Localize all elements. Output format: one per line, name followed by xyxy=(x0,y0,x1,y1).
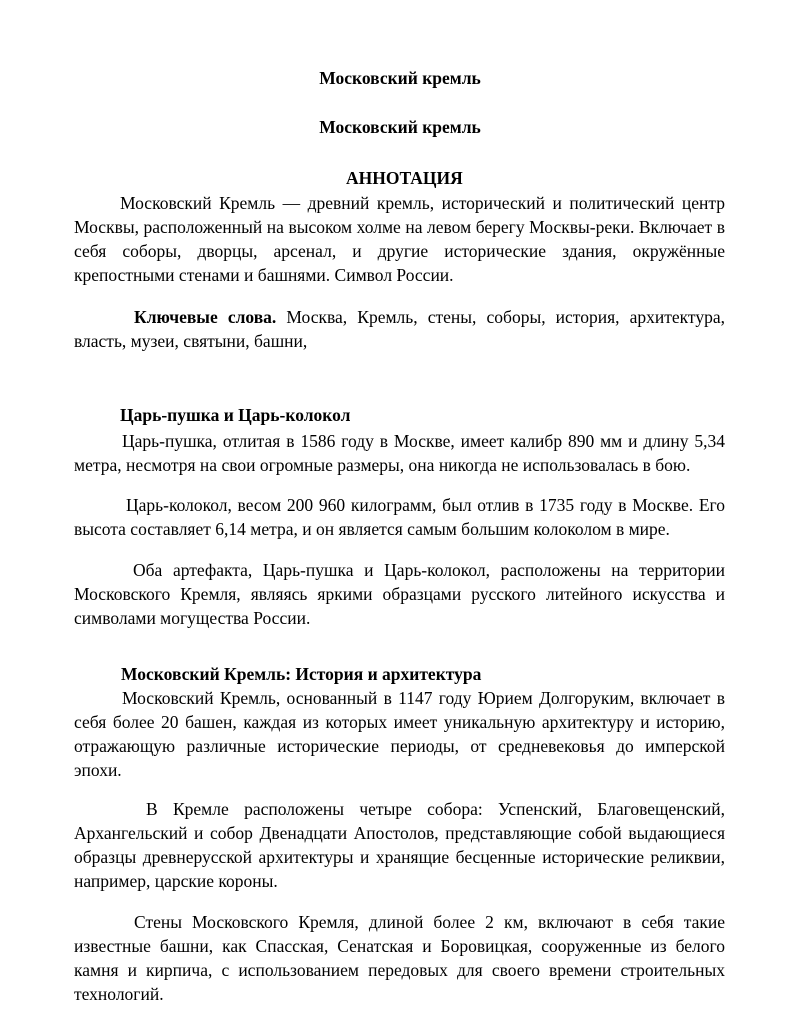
paragraph-kremlin-founding: Московский Кремль, основанный в 1147 году Юрием Долгоруким, включает в себя более 20 башен, каждая из которых имеет уникальную архитектуру и историю, отражающую различные исторические периоды, от средневековья до имперской эпохи. xyxy=(74,688,725,780)
annotation-heading: АННОТАЦИЯ xyxy=(346,168,463,188)
section-heading-tsar-cannon: Царь-пушка и Царь-колокол xyxy=(120,405,351,425)
paragraph-tsar-cannon: Царь-пушка, отлитая в 1586 году в Москве, имеет калибр 890 мм и длину 5,34 метра, несмотря на свои огромные размеры, она никогда не использовалась в бою. xyxy=(74,431,725,475)
annotation-paragraph: Московский Кремль — древний кремль, исторический и политический центр Москвы, расположенный на высоком холме на левом берегу Москвы-реки. Включает в себя соборы, дворцы, арсенал, и другие исторические здания, окружённые крепостными стенами и башнями. Символ России. xyxy=(74,193,725,285)
keywords-paragraph xyxy=(74,305,725,353)
section-heading-kremlin-history: Московский Кремль: История и архитектура xyxy=(121,664,482,684)
paragraph-walls: Стены Московского Кремля, длиной более 2 км, включают в себя такие известные башни, как Спасская, Сенатская и Боровицкая, сооруженные из белого камня и кирпича, с использованием передовых для своего времени строительных технологий. xyxy=(74,912,725,1004)
paragraph-cathedrals: В Кремле расположены четыре собора: Успенский, Благовещенский, Архангельский и собор Двенадцати Апостолов, представляющие собой выдающиеся образцы древнерусской архитектуры и хранящие бесценные исторические реликвии, например, царские короны. xyxy=(74,799,725,891)
keywords-label: Ключевые слова. xyxy=(134,307,277,327)
keywords-text: Москва, Кремль, стены, соборы, история, архитектура, власть, музеи, святыни, башни, xyxy=(74,307,725,351)
paragraph-tsar-bell: Царь-колокол, весом 200 960 килограмм, был отлив в 1735 году в Москве. Его высота составляет 6,14 метра, и он является самым большим колоколом в мире. xyxy=(74,495,725,539)
document-subtitle: Московский кремль xyxy=(319,117,481,137)
paragraph-artifacts: Оба артефакта, Царь-пушка и Царь-колокол, расположены на территории Московского Кремля, являясь яркими образцами русского литейного искусства и символами могущества России. xyxy=(74,560,725,628)
document-title: Московский кремль xyxy=(319,68,481,88)
